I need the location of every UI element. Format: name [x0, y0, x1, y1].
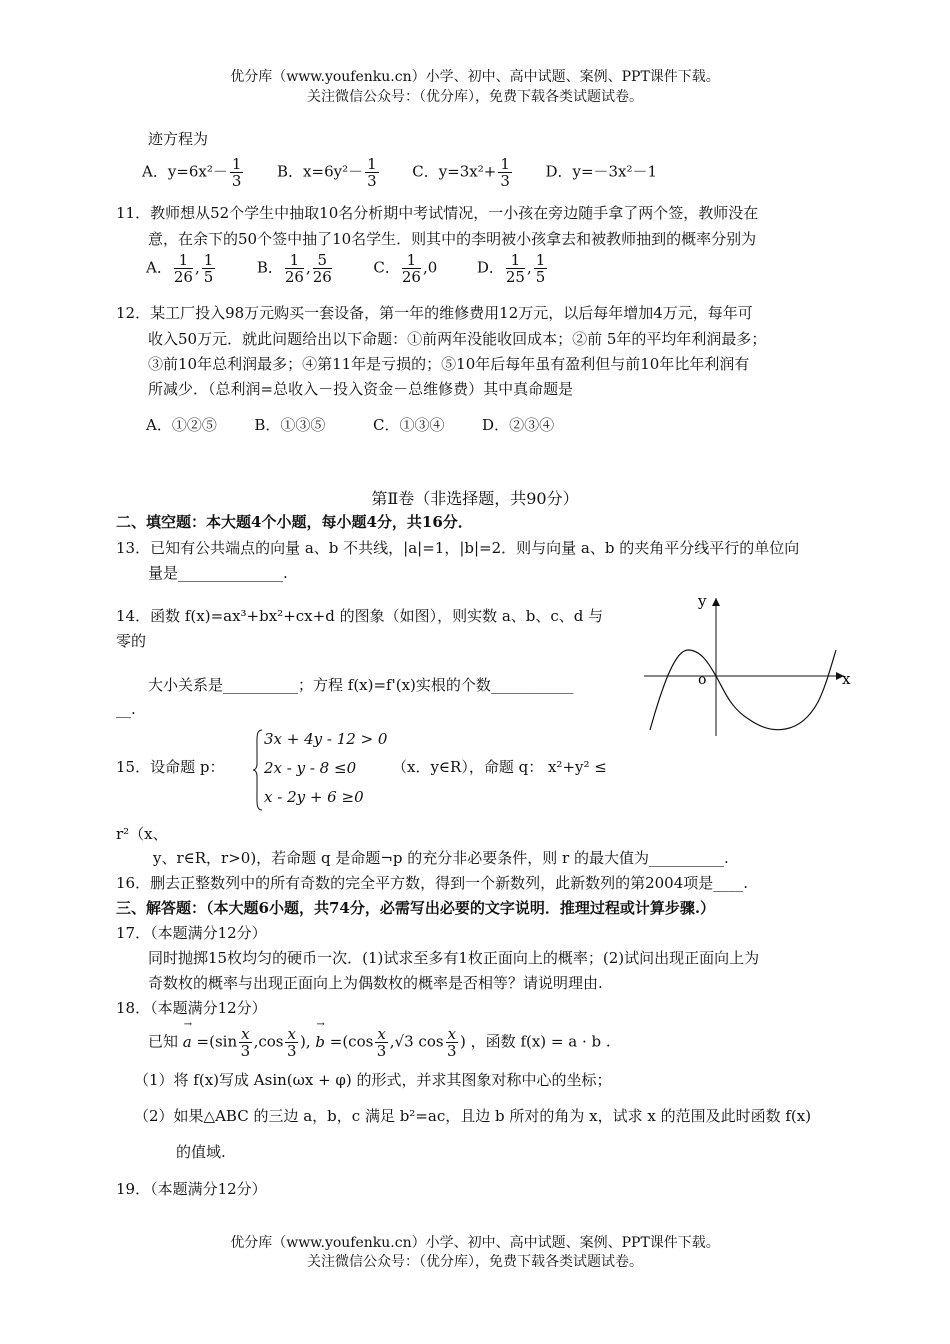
- q12-line-2: 收入50万元．就此问题给出以下命题：①前两年没能收回成本；②前 5年的平均年利润最多；: [148, 330, 767, 348]
- header-line-1: 优分库（www.youfenku.cn）小学、初中、高中试题、案例、PPT课件下载。: [230, 69, 720, 85]
- q11-line-2: 意，在余下的50个签中抽了10名学生．则其中的李明被小孩拿去和被教师抽到的概率分别为: [148, 230, 757, 248]
- q18-given: 已知 → a =(sin $\frac{x}{3}$ ,cos $\frac{x}{3}$ ), → b =(cos $\frac{x}{3}$ ,√3 cos $\frac{x}{3}$ ) ，函数 f(x) = a · b .: [148, 1018, 611, 1060]
- q17-line-2: 奇数枚的概率与出现正面向上为偶数枚的概率是否相等？请说明理由.: [148, 974, 603, 992]
- q13-line-2: 量是______________.: [148, 564, 288, 582]
- q14-line-2: 零的: [116, 632, 147, 650]
- q12-options: [146, 414, 554, 435]
- q12-opt-d: D．②③④: [482, 416, 555, 434]
- q15-ineq-1: 3x + 4y - 12 > 0: [264, 730, 388, 748]
- q11-options: A． $\frac{1}{26}$ , $\frac{1}{5}$ B． $\frac{1}{26}$ , $\frac{5}{26}$ C． $\frac{1}{26}$ ,0 D． $\frac{1}{25}$ , $\frac{1}{5}$: [146, 251, 546, 286]
- section-3-heading: 三、解答题：（本大题6小题，共74分，必需写出必要的文字说明．推理过程或计算步骤.）: [116, 899, 716, 917]
- q13-line-1: 13．已知有公共端点的向量 a、b 不共线，|a|=1，|b|=2．则与向量 a、b 的夹角平分线平行的单位向: [116, 539, 800, 557]
- footer-line-2: 关注微信公众号：（优分库），免费下载各类试题试卷。: [307, 1254, 643, 1270]
- footer-line-1: 优分库（www.youfenku.cn）小学、初中、高中试题、案例、PPT课件下载。: [230, 1235, 720, 1251]
- q14-line-1: 14．函数 f(x)=ax³+bx²+cx+d 的图象（如图），则实数 a、b、c、d 与: [116, 607, 604, 625]
- q19-head: 19．（本题满分12分）: [116, 1180, 267, 1198]
- header-line-2: 关注微信公众号：（优分库），免费下载各类试题试卷。: [307, 89, 643, 105]
- q10-options: [142, 156, 657, 189]
- graph-origin-label: o: [698, 672, 707, 688]
- q15-ineq-3: x - 2y + 6 ≥0: [264, 788, 364, 806]
- q14-line-3: 大小关系是__________；方程 f(x)=f'(x)实根的个数___________: [148, 676, 574, 694]
- q14-line-4: __.: [116, 700, 136, 718]
- vector-b: → b: [315, 1018, 325, 1051]
- q17-line-1: 同时抛掷15枚均匀的硬币一次．(1)试求至多有1枚正面向上的概率；(2)试问出现正面向上为: [148, 949, 760, 967]
- q11-opt-c: C．: [373, 258, 400, 277]
- q12-opt-a: A．①②⑤: [146, 416, 217, 434]
- q15-line-3: y、r∈R，r>0)，若命题 q 是命题¬p 的充分非必要条件，则 r 的最大值为__________.: [153, 849, 729, 867]
- q12-opt-b: B．①③⑤: [254, 416, 326, 434]
- graph-x-label: x: [842, 670, 851, 688]
- q11-opt-d: D．: [476, 258, 504, 277]
- section-2-heading: 二、填空题：本大题4个小题，每小题4分，共16分．: [116, 513, 473, 531]
- q18-part-2a: （2）如果△ABC 的三边 a，b，c 满足 b²=ac，且边 b 所对的角为 x，试求 x 的范围及此时函数 f(x): [134, 1107, 812, 1125]
- q10-frac-b: $\frac{1}{3}$: [367, 155, 377, 190]
- q16-line-1: 16．删去正整数列中的所有奇数的完全平方数，得到一个新数列，此新数列的第2004项是____.: [116, 874, 749, 892]
- q10-opt-b: B．x=6y²－: [277, 162, 364, 181]
- cubic-function-graph: [640, 590, 860, 740]
- q10-tail: 迹方程为: [148, 130, 209, 148]
- q10-opt-d: D．y=－3x²－1: [545, 162, 658, 181]
- q15-mid: （x．y∈R），命题 q： x²+y² ≤: [392, 758, 607, 776]
- q15-line-2: r²（x、: [116, 825, 168, 843]
- q18-part-2b: 的值域.: [176, 1143, 226, 1161]
- q12-line-4: 所减少．（总利润=总收入－投入资金－总维修费）其中真命题是: [148, 380, 574, 398]
- q10-opt-a: A．y=6x²－: [142, 162, 228, 181]
- q10-opt-c: C．y=3x²+: [412, 162, 497, 181]
- q15-ineq-2: 2x - y - 8 ≤0: [264, 759, 357, 777]
- q12-line-3: ③前10年总利润最多；④第11年是亏损的；⑤10年后每年虽有盈利但与前10年比年利润有: [148, 355, 750, 373]
- vector-a: → a: [182, 1018, 193, 1051]
- graph-y-label: y: [698, 592, 707, 610]
- q12-opt-c: C．①③④: [373, 416, 445, 434]
- q11-opt-a: A．: [146, 258, 172, 277]
- q18-head: 18．（本题满分12分）: [116, 999, 267, 1017]
- q10-frac-c: $\frac{1}{3}$: [500, 155, 510, 190]
- q17-head: 17．（本题满分12分）: [116, 924, 267, 942]
- q18-part-1: （1）将 f(x)写成 Asin(ωx + φ) 的形式，并求其图象对称中心的坐标；: [134, 1071, 612, 1089]
- q15-prefix: 15．设命题 p：: [116, 758, 225, 776]
- part2-title: 第Ⅱ卷（非选择题，共90分）: [371, 489, 579, 508]
- q11-opt-b: B．: [256, 258, 283, 277]
- q11-line-1: 11．教师想从52个学生中抽取10名分析期中考试情况，一小孩在旁边随手拿了两个签，教师没在: [116, 204, 759, 222]
- q10-frac-a: $\frac{1}{3}$: [231, 155, 242, 190]
- q12-line-1: 12．某工厂投入98万元购买一套设备，第一年的维修费用12万元，以后每年增加4万元，每年可: [116, 304, 753, 322]
